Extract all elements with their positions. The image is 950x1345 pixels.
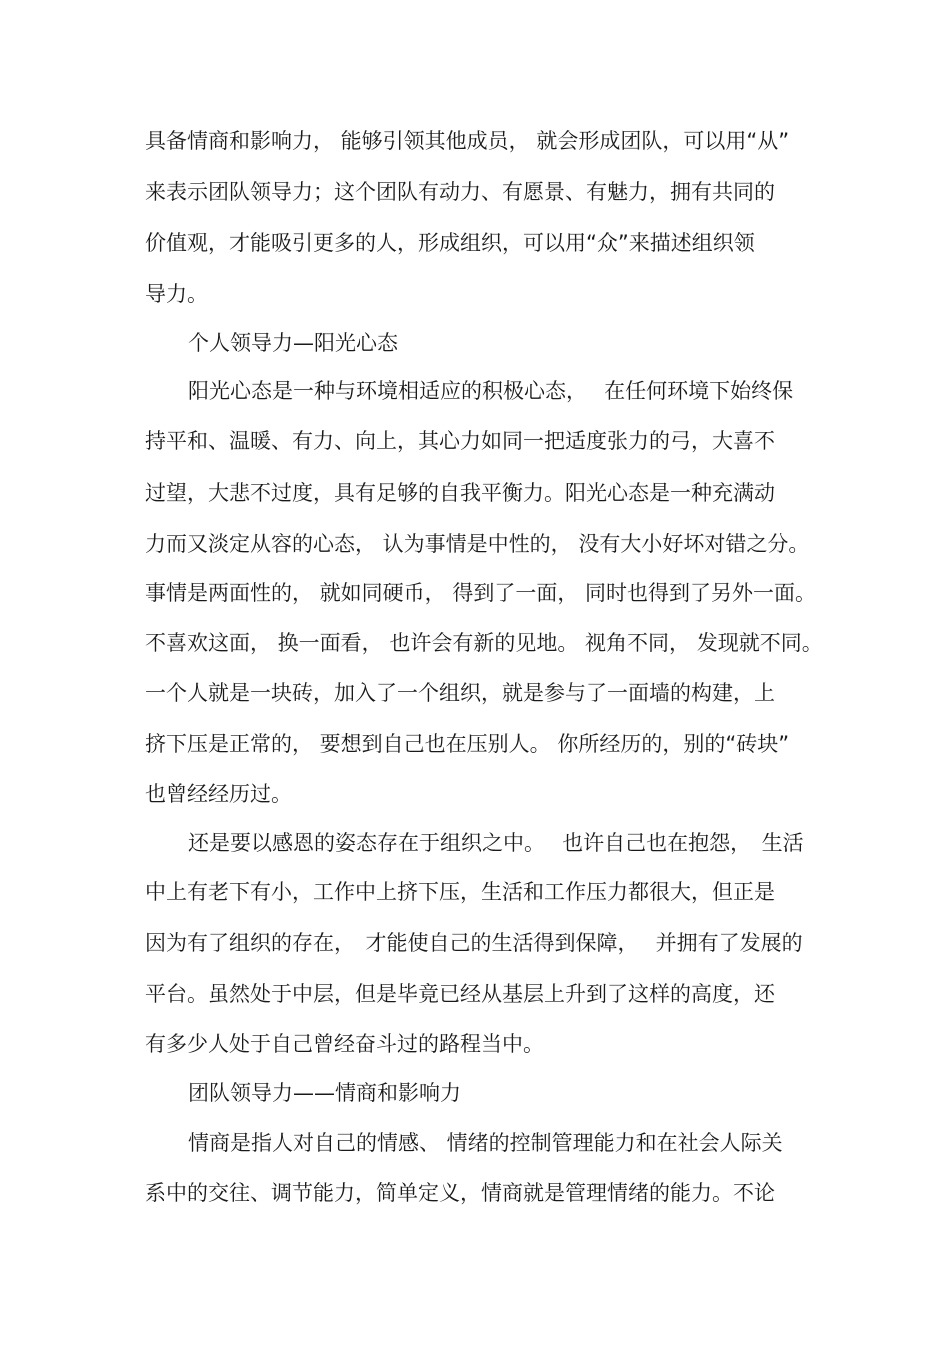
text-line: 挤下压是正常的， 要想到自己也在压别人。 你所经历的，别的“砖块” <box>145 732 790 756</box>
text-line: 具备情商和影响力， 能够引领其他成员， 就会形成团队，可以用“从” <box>145 129 790 153</box>
text-line: 导力。 <box>145 282 208 306</box>
section-heading: 个人领导力—阳光心态 <box>188 331 398 355</box>
text-line: 情商是指人对自己的情感、 情绪的控制管理能力和在社会人际关 <box>188 1131 783 1155</box>
text-line: 还是要以感恩的姿态存在于组织之中。 也许自己也在抱怨， 生活 <box>188 831 804 855</box>
text-line: 持平和、温暖、有力、向上，其心力如同一把适度张力的弓，大喜不 <box>145 429 775 453</box>
text-line: 事情是两面性的， 就如同硬币， 得到了一面， 同时也得到了另外一面。 <box>145 581 817 605</box>
section-heading: 团队领导力——情商和影响力 <box>188 1081 461 1105</box>
text-line: 阳光心态是一种与环境相适应的积极心态， 在任何环境下始终保 <box>188 379 794 403</box>
text-line: 一个人就是一块砖，加入了一个组织，就是参与了一面墙的构建，上 <box>145 681 775 705</box>
text-line: 来表示团队领导力；这个团队有动力、有愿景、有魅力，拥有共同的 <box>145 180 775 204</box>
text-line: 平台。虽然处于中层，但是毕竟已经从基层上升到了这样的高度，还 <box>145 982 775 1006</box>
text-line: 力而又淡定从容的心态， 认为事情是中性的， 没有大小好坏对错之分。 <box>145 532 810 556</box>
text-line: 不喜欢这面， 换一面看， 也许会有新的见地。 视角不同， 发现就不同。 <box>145 631 823 655</box>
text-line: 因为有了组织的存在， 才能使自己的生活得到保障， 并拥有了发展的 <box>145 931 803 955</box>
text-line: 也曾经经历过。 <box>145 782 292 806</box>
text-line: 系中的交往、调节能力，简单定义，情商就是管理情绪的能力。不论 <box>145 1181 775 1205</box>
text-line: 过望，大悲不过度，具有足够的自我平衡力。阳光心态是一种充满动 <box>145 481 775 505</box>
text-line: 价值观，才能吸引更多的人，形成组织，可以用“众”来描述组织领 <box>145 231 755 255</box>
text-line: 有多少人处于自己曾经奋斗过的路程当中。 <box>145 1032 544 1056</box>
text-line: 中上有老下有小，工作中上挤下压，生活和工作压力都很大，但正是 <box>145 880 775 904</box>
